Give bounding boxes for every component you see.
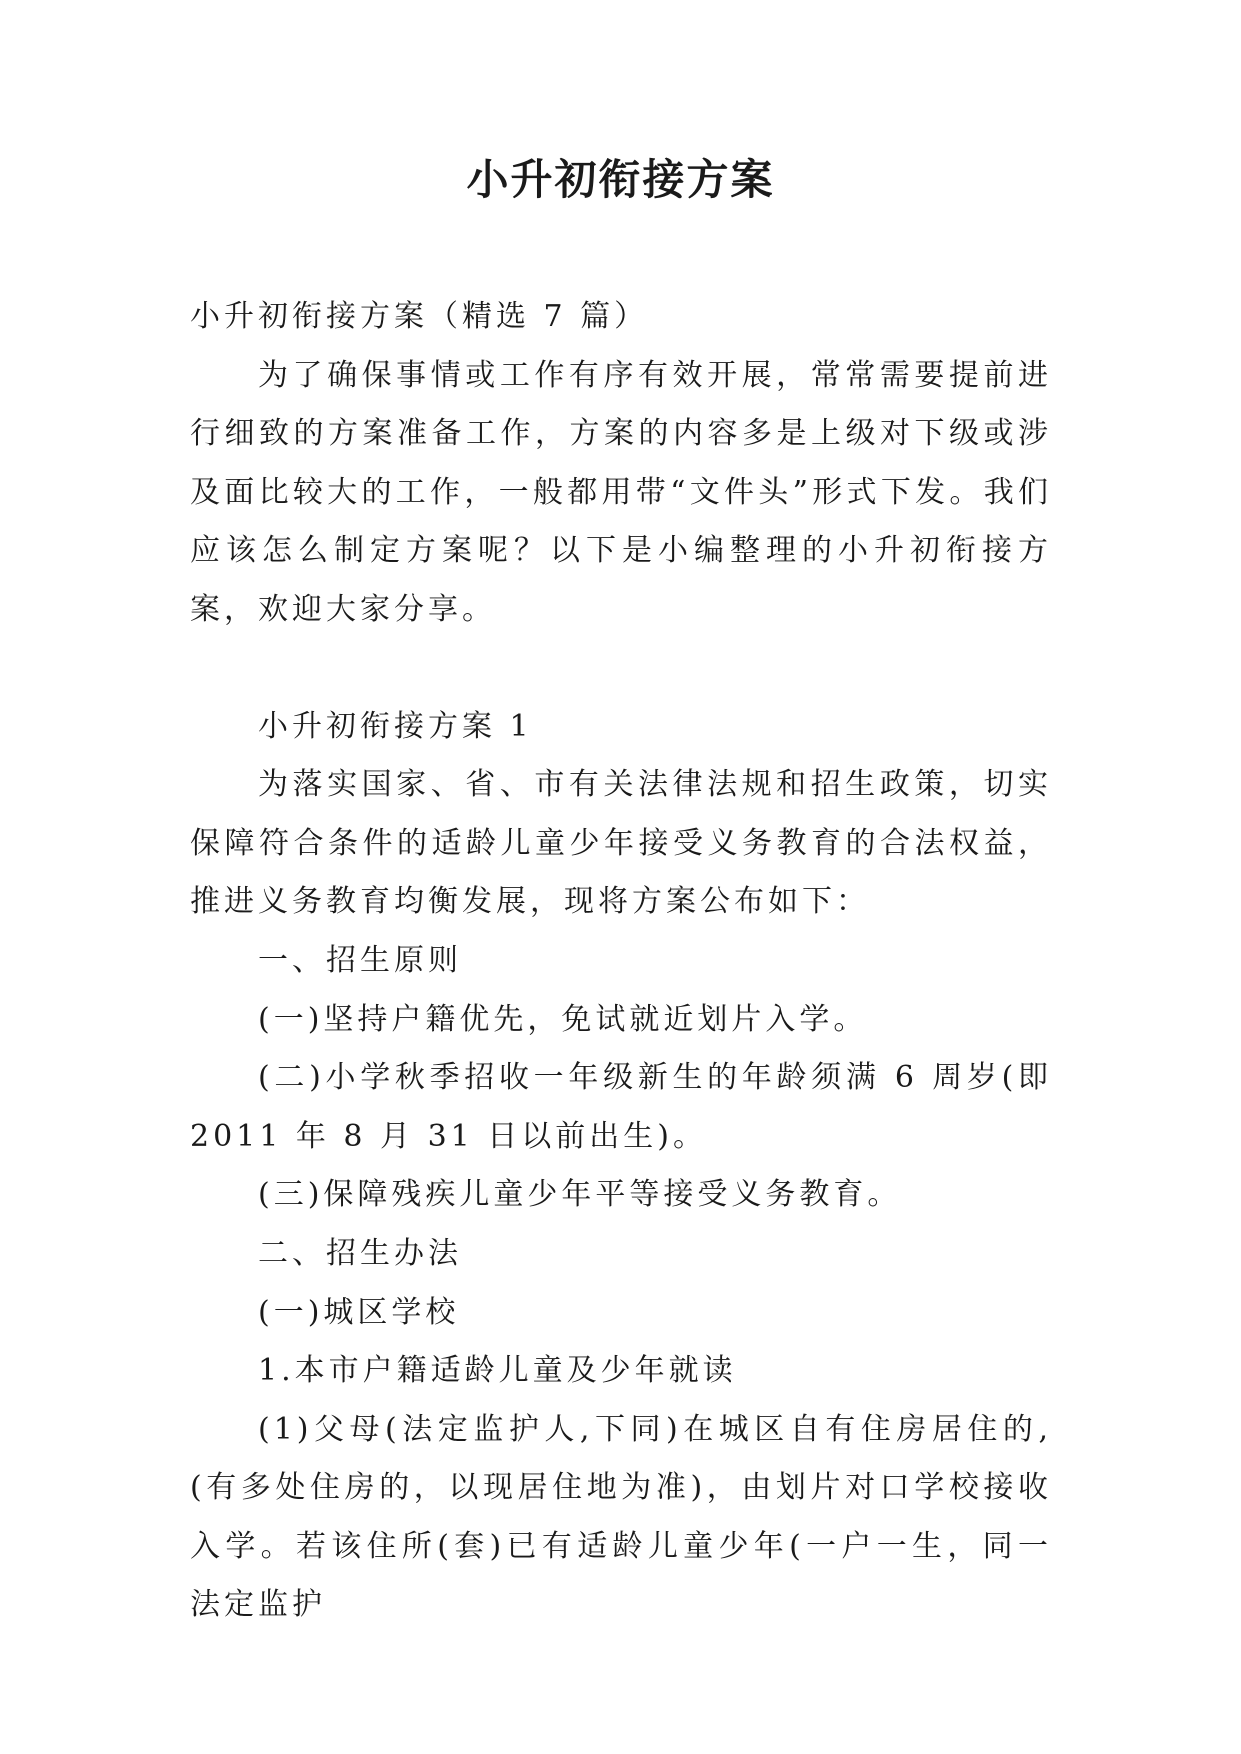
document-subtitle: 小升初衔接方案（精选 7 篇） (190, 299, 649, 334)
document-title: 小升初衔接方案 (466, 155, 775, 204)
section-heading: 小升初衔接方案 1 (258, 708, 533, 744)
paragraph: (一)坚持户籍优先，免试就近划片入学。 (258, 1001, 868, 1037)
paragraph: 一、招生原则 (258, 942, 462, 978)
paragraph: (1)父母(法定监护人,下同)在城区自有住房居住的,(有多处住房的，以现居住地为准)，由划片对口学校接收入学。若该住所(套)已有适龄儿童少年(一户一生，同一法定监护 (190, 1411, 1052, 1623)
document-body (190, 288, 1052, 1635)
paragraph: 为落实国家、省、市有关法律法规和招生政策，切实保障符合条件的适龄儿童少年接受义务教育的合法权益，推进义务教育均衡发展，现将方案公布如下： (190, 767, 1052, 920)
paragraph: (三)保障残疾儿童少年平等接受义务教育。 (258, 1177, 902, 1213)
intro-paragraph: 为了确保事情或工作有序有效开展，常常需要提前进行细致的方案准备工作，方案的内容多是上级对下级或涉及面比较大的工作，一般都用带“文件头”形式下发。我们应该怎么制定方案呢？以下是小编整理的小升初衔接方案，欢迎大家分享。 (190, 357, 1052, 627)
paragraph: 二、招生办法 (258, 1235, 462, 1271)
paragraph: 1.本市户籍适龄儿童及少年就读 (258, 1353, 737, 1389)
paragraph: (二)小学秋季招收一年级新生的年龄须满 6 周岁(即 2011 年 8 月 31 日以前出生)。 (190, 1060, 1052, 1154)
paragraph: (一)城区学校 (258, 1294, 460, 1330)
section-spacer (190, 640, 1052, 698)
